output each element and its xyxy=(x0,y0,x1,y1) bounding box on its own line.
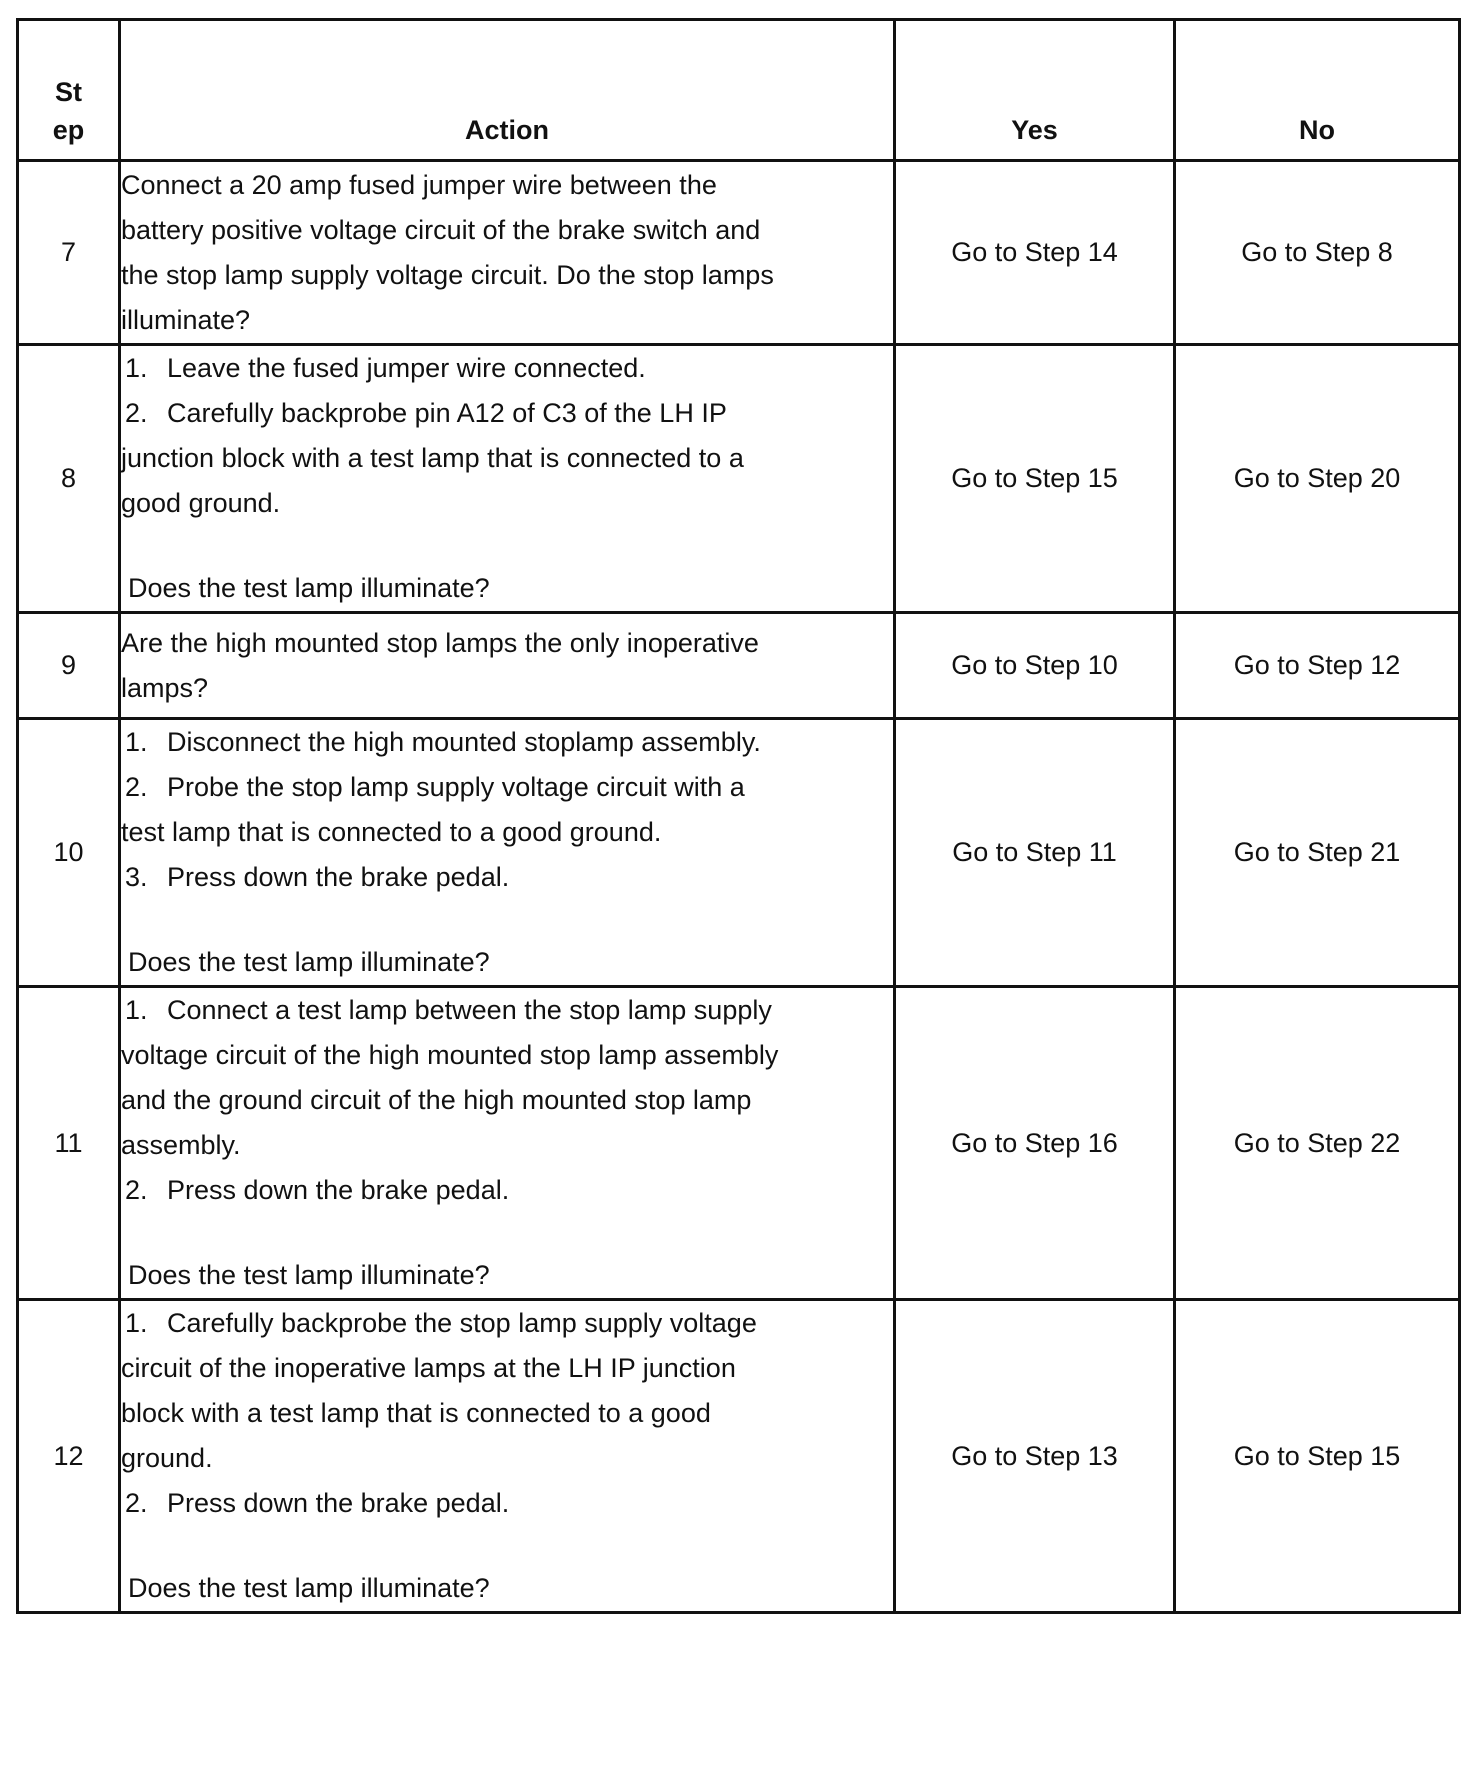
table-row xyxy=(18,161,1460,345)
action-cell xyxy=(120,345,895,613)
action-cell xyxy=(120,719,895,987)
action-cell xyxy=(120,1300,895,1613)
action-list-item xyxy=(121,765,893,810)
item-text: Carefully backprobe pin A12 of C3 of the LH IP xyxy=(167,398,727,428)
item-text: Press down the brake pedal. xyxy=(167,1488,510,1518)
action-line: junction block with a test lamp that is connected to a xyxy=(121,443,744,473)
item-text: Carefully backprobe the stop lamp supply voltage xyxy=(167,1308,757,1338)
header-step-line2: ep xyxy=(52,115,85,145)
no-cell: Go to Step 22 xyxy=(1175,987,1460,1300)
no-cell: Go to Step 21 xyxy=(1175,719,1460,987)
action-line: battery positive voltage circuit of the brake switch and xyxy=(121,214,761,245)
action-question: Does the test lamp illuminate? xyxy=(128,1573,490,1603)
action-line: assembly. xyxy=(121,1130,241,1160)
action-line: Are the high mounted stop lamps the only inoperative xyxy=(121,627,759,658)
item-number: 2. xyxy=(125,1175,148,1205)
action-line: the stop lamp supply voltage circuit. Do the stop lamps xyxy=(121,259,774,290)
diagnostic-table xyxy=(16,18,1461,1614)
header-no: No xyxy=(1175,20,1460,161)
action-list-item xyxy=(121,988,893,1033)
action-line: Connect a 20 amp fused jumper wire between the xyxy=(121,169,717,200)
action-cell xyxy=(120,161,895,345)
item-text: Probe the stop lamp supply voltage circuit with a xyxy=(167,772,745,802)
no-cell: Go to Step 12 xyxy=(1175,613,1460,719)
action-line: voltage circuit of the high mounted stop lamp assembly xyxy=(121,1040,779,1070)
header-yes: Yes xyxy=(895,20,1175,161)
step-number: 9 xyxy=(18,613,120,719)
action-question: Does the test lamp illuminate? xyxy=(128,573,490,603)
item-number: 1. xyxy=(125,1308,148,1338)
action-cell xyxy=(120,613,895,719)
item-text: Press down the brake pedal. xyxy=(167,862,510,892)
item-text: Leave the fused jumper wire connected. xyxy=(167,353,646,383)
action-list-item xyxy=(121,855,893,900)
item-text: Press down the brake pedal. xyxy=(167,1175,510,1205)
item-number: 2. xyxy=(125,1488,148,1518)
table-row xyxy=(18,1300,1460,1613)
no-cell: Go to Step 20 xyxy=(1175,345,1460,613)
step-number: 7 xyxy=(18,161,120,345)
yes-cell: Go to Step 10 xyxy=(895,613,1175,719)
no-cell: Go to Step 8 xyxy=(1175,161,1460,345)
action-line: good ground. xyxy=(121,488,281,518)
item-text: Connect a test lamp between the stop lamp supply xyxy=(167,995,772,1025)
item-number: 3. xyxy=(125,862,148,892)
item-number: 1. xyxy=(125,995,148,1025)
step-number: 8 xyxy=(18,345,120,613)
action-line: ground. xyxy=(121,1443,213,1473)
action-list-item xyxy=(121,1481,893,1526)
yes-cell: Go to Step 15 xyxy=(895,345,1175,613)
header-action: Action xyxy=(120,20,895,161)
item-number: 1. xyxy=(125,353,148,383)
yes-cell: Go to Step 16 xyxy=(895,987,1175,1300)
action-question: Does the test lamp illuminate? xyxy=(128,947,490,977)
action-list-item xyxy=(121,1301,893,1346)
item-number: 1. xyxy=(125,727,148,757)
yes-cell: Go to Step 13 xyxy=(895,1300,1175,1613)
action-line: and the ground circuit of the high mounted stop lamp xyxy=(121,1085,752,1115)
action-line: test lamp that is connected to a good ground. xyxy=(121,817,662,847)
header-step-line1: St xyxy=(55,77,82,107)
table-row xyxy=(18,987,1460,1300)
step-number: 11 xyxy=(18,987,120,1300)
action-line: illuminate? xyxy=(121,304,251,335)
header-step xyxy=(18,20,120,161)
action-cell xyxy=(120,987,895,1300)
action-list-item xyxy=(121,1168,893,1213)
step-number: 12 xyxy=(18,1300,120,1613)
action-line: lamps? xyxy=(121,672,209,703)
action-line: circuit of the inoperative lamps at the LH IP junction xyxy=(121,1353,736,1383)
item-number: 2. xyxy=(125,398,148,428)
no-cell: Go to Step 15 xyxy=(1175,1300,1460,1613)
yes-cell: Go to Step 14 xyxy=(895,161,1175,345)
item-text: Disconnect the high mounted stoplamp assembly. xyxy=(167,727,761,757)
action-list-item xyxy=(121,391,893,436)
action-line: block with a test lamp that is connected to a good xyxy=(121,1398,711,1428)
step-number: 10 xyxy=(18,719,120,987)
item-number: 2. xyxy=(125,772,148,802)
table-row xyxy=(18,719,1460,987)
action-list-item xyxy=(121,346,893,391)
action-list-item xyxy=(121,720,893,765)
table-row xyxy=(18,613,1460,719)
yes-cell: Go to Step 11 xyxy=(895,719,1175,987)
table-row xyxy=(18,345,1460,613)
table-header-row xyxy=(18,20,1460,161)
action-question: Does the test lamp illuminate? xyxy=(128,1260,490,1290)
